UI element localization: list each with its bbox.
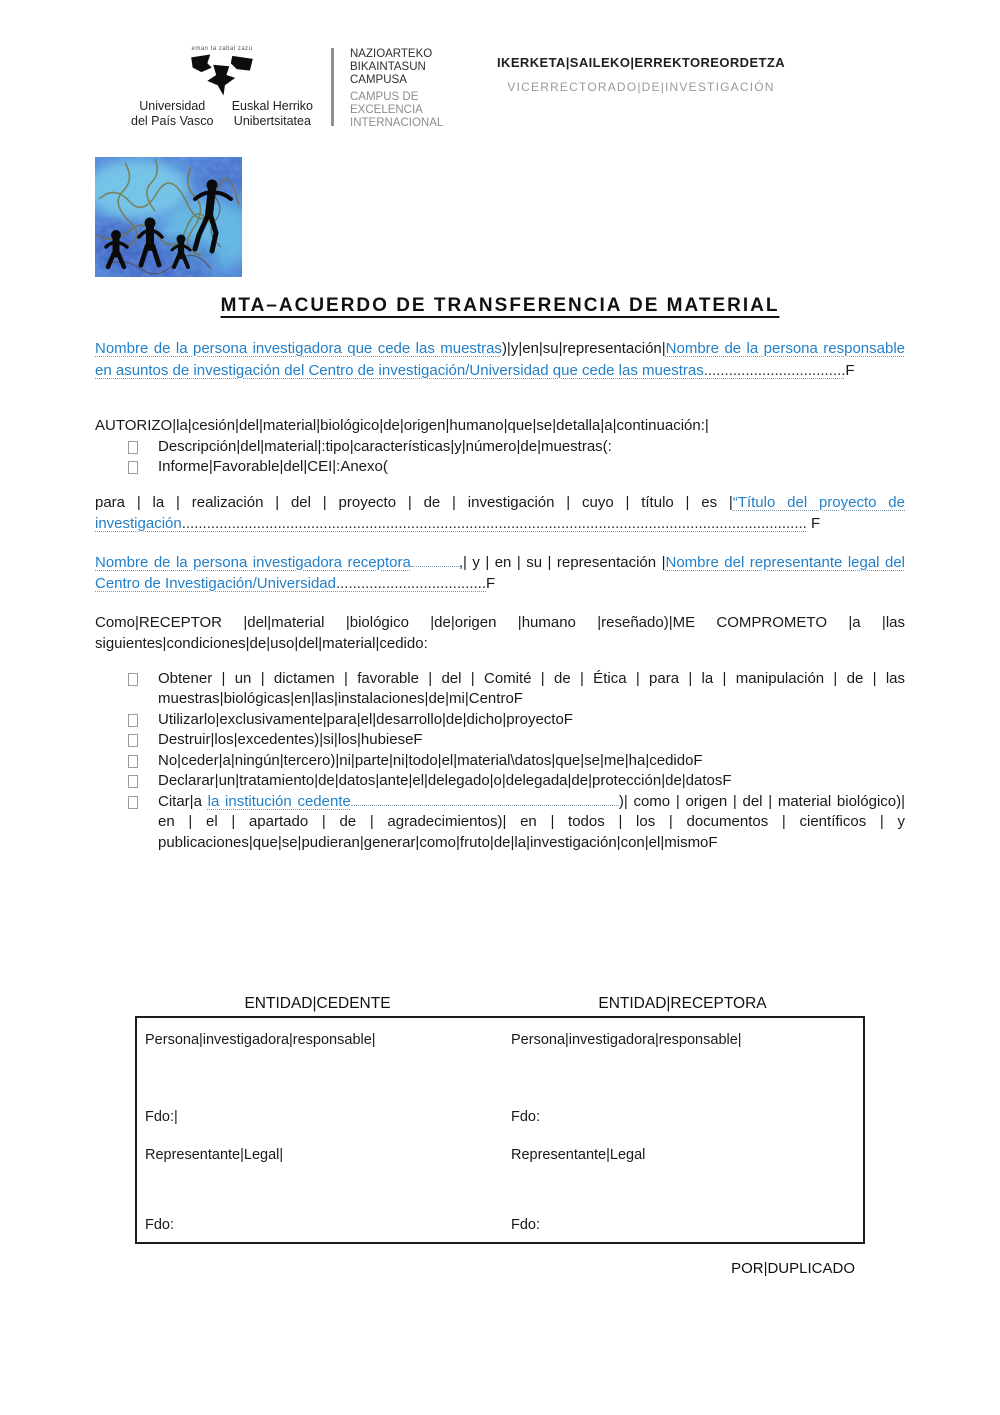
checklist-item-label: Destruir|los|excedentes)|si|los|hubieseF	[158, 731, 423, 748]
checkbox-icon[interactable]	[128, 673, 138, 686]
p4-end-text: F	[486, 575, 496, 592]
autorizo-section	[95, 416, 905, 478]
cedente-representante-label: Representante|Legal|	[145, 1147, 284, 1163]
checkbox-icon[interactable]	[128, 441, 138, 454]
checklist-item-informe-cei	[95, 457, 905, 478]
checkbox-icon[interactable]	[128, 461, 138, 474]
office-title-es: VICERRECTORADO|DE|INVESTIGACIÓN	[507, 80, 775, 94]
fill-in-blank[interactable]	[411, 555, 459, 567]
logo-name-es: Universidad del País Vasco	[131, 99, 214, 128]
receptora-representante-label: Representante|Legal	[511, 1147, 646, 1163]
checklist-item-no-ceder	[95, 751, 905, 772]
p1-mid-text: )|y|en|su|representación|	[501, 340, 666, 357]
p4-mid-text: ,| y | en | su | representación |	[458, 553, 666, 571]
campus-eu: NAZIOARTEKO BIKAINTASUN CAMPUSA	[350, 48, 433, 86]
entity-table-headers	[135, 995, 865, 1013]
checklist-item-label: No|ceder|a|ningún|tercero)|ni|parte|ni|todo|el|material\datos|que|se|me|ha|cedidoF	[158, 751, 703, 769]
checklist-item-label: Obtener | un | dictamen | favorable | del | Comité | de | Ética | para | la | manipulación | de | las muestras|biológicas|en|las|instalaciones|de|mi|CentroF	[158, 669, 905, 707]
link-persona-cede-muestras[interactable]: Nombre de la persona investigadora que cede las muestras	[95, 340, 502, 357]
checklist-item-utilizar	[95, 710, 905, 731]
header-divider	[331, 48, 334, 126]
paragraph-compromiso: Como|RECEPTOR |del|material |biológico |de|origen |humano |reseñado)|ME COMPROMETO |a |las siguientes|condiciones|de|uso|del|material|cedido:	[95, 613, 905, 652]
cave-figures-image	[95, 157, 242, 277]
citar-post-text: )| como | origen | del | material biológico)| en | el | apartado | de | agradecimientos)| en | todos | los | documentos | científicos | y publicaciones|que|se|pudieran|generar|como|fruto|de|la|investigación|con|el|mismoF	[158, 792, 906, 851]
cedente-persona-label: Persona|investigadora|responsable|	[145, 1032, 376, 1048]
checklist-item-destruir	[95, 730, 905, 751]
checklist-item-declarar	[95, 771, 905, 792]
por-duplicado-note: POR|DUPLICADO	[731, 1260, 855, 1277]
receptora-persona-label: Persona|investigadora|responsable|	[511, 1032, 742, 1048]
receptora-fdo-investigador[interactable]: Fdo:	[511, 1109, 541, 1125]
logo-motto: eman ta zabal zazu	[191, 46, 253, 52]
page-title: MTA–ACUERDO DE TRANSFERENCIA DE MATERIAL	[220, 295, 780, 316]
office-title-eu: IKERKETA|SAILEKO|ERREKTOREORDETZA	[497, 55, 785, 70]
link-responsable-centro-cede[interactable]: Nombre de la persona responsable en asuntos de investigación del Centro de investigación/Universidad que cede las muestras	[95, 340, 905, 379]
compromisos-list	[95, 669, 905, 854]
checkbox-icon[interactable]	[128, 714, 138, 727]
checklist-item-label: Declarar|un|tratamiento|de|datos|ante|el|delegado|o|delegada|de|protección|de|datosF	[158, 772, 732, 789]
checkbox-icon[interactable]	[128, 796, 138, 809]
paragraph-cedente	[95, 338, 905, 381]
dotted-fill[interactable]: ..................................	[703, 361, 846, 379]
checkbox-icon[interactable]	[128, 775, 138, 788]
upv-ehu-symbol-icon	[185, 53, 259, 97]
cedente-fdo-representante[interactable]: Fdo:	[145, 1217, 175, 1233]
dotted-fill[interactable]: ....................................	[335, 575, 486, 592]
campus-es: CAMPUS DE EXCELENCIA INTERNACIONAL	[350, 91, 444, 129]
checklist-item-descripcion	[95, 437, 905, 458]
upv-ehu-logo	[131, 46, 313, 129]
fill-in-blank[interactable]	[351, 794, 619, 806]
paragraph-proyecto	[95, 492, 905, 535]
dotted-fill[interactable]: ......................................................................................................................................................	[181, 515, 807, 532]
logo-name-eu: Euskal Herriko Unibertsitatea	[231, 99, 313, 128]
p3-end-text: F	[806, 515, 821, 532]
checklist-item-dictamen	[95, 669, 905, 710]
page-header	[95, 46, 905, 130]
entity-signature-box	[135, 1016, 865, 1244]
link-titulo-proyecto[interactable]: “Título del proyecto de investigación	[95, 493, 905, 532]
link-representante-legal[interactable]: Nombre del representante legal del Centro de Investigación/Universidad	[95, 553, 905, 592]
checkbox-icon[interactable]	[128, 755, 138, 768]
entity-header-receptora: ENTIDAD|RECEPTORA	[598, 995, 767, 1012]
p3-pre-text: para | la | realización | del | proyecto | de | investigación | cuyo | título | es |	[95, 493, 733, 511]
autorizo-intro: AUTORIZO|la|cesión|del|material|biológico|de|origen|humano|que|se|detalla|a|continuación:|	[95, 417, 709, 434]
p1-end-text: F	[845, 361, 855, 379]
checkbox-icon[interactable]	[128, 734, 138, 747]
checklist-item-citar	[95, 792, 905, 854]
paragraph-receptora	[95, 552, 905, 595]
logo-names	[131, 99, 313, 129]
receptora-fdo-representante[interactable]: Fdo:	[511, 1217, 541, 1233]
checklist-item-label: Informe|Favorable|del|CEI|:Anexo(	[158, 458, 388, 475]
link-persona-receptora[interactable]: Nombre de la persona investigadora receptora	[95, 553, 411, 571]
link-institucion-cedente[interactable]: la institución cedente	[207, 792, 351, 810]
campus-block	[350, 46, 443, 130]
citar-pre-text: Citar|a	[158, 792, 208, 810]
entity-header-cedente: ENTIDAD|CEDENTE	[244, 995, 391, 1012]
cedente-fdo-investigador[interactable]: Fdo:|	[145, 1109, 178, 1125]
checklist-item-label: Utilizarlo|exclusivamente|para|el|desarrollo|de|dicho|proyectoF	[158, 710, 573, 728]
checklist-item-label: Descripción|del|material|:tipo|características|y|número|de|muestras(:	[158, 437, 612, 455]
checklist-item-label	[158, 793, 905, 851]
vicerrectorado-block	[497, 46, 785, 94]
